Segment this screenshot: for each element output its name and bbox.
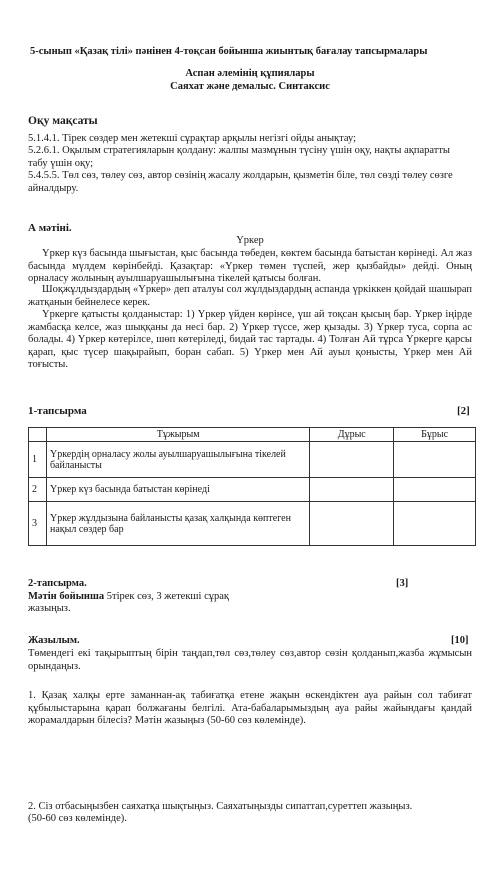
section-title: Саяхат және демалыс. Синтаксис (170, 81, 330, 92)
task2-label: 2-тапсырма. (28, 578, 87, 589)
objective-2: 5.2.6.1. Оқылым стратегияларын қолдану: жалпы мазмұнын түсіну үшін оқу, нақты ақпаратты табу үшін оқу; (28, 145, 450, 169)
worksheet-title: 5-сынып «Қазақ тілі» пәнінен 4-тоқсан бойынша жиынтық бағалау тапсырмалары (30, 46, 428, 57)
table-header-false: Бұрыс (394, 428, 476, 442)
objective-1: 5.1.4.1. Тірек сөздер мен жетекші сұрақтар арқылы негізгі ойды анықтау; (28, 133, 357, 144)
answer-true-cell[interactable] (310, 502, 394, 546)
row-statement: Үркердің орналасу жолы ауылшаруашылығына тікелей байланысты (46, 442, 309, 478)
row-statement: Үркер күз басында батыстан көрінеді (46, 478, 309, 502)
row-number: 1 (29, 442, 47, 478)
task1-table (28, 427, 476, 546)
table-header-statement: Тұжырым (46, 428, 309, 442)
text-a-title: Үркер (236, 235, 264, 246)
objective-3: 5.4.5.5. Төл сөз, төлеу сөз, автор сөзінің жасалу жолдарын, қызметін біле, төл сөзді төлеу сөзге айналдыру. (28, 170, 453, 194)
answer-true-cell[interactable] (310, 478, 394, 502)
answer-false-cell[interactable] (394, 478, 476, 502)
row-number: 2 (29, 478, 47, 502)
answer-false-cell[interactable] (394, 442, 476, 478)
writing-topic-2-length: (50-60 сөз көлемінде). (28, 813, 127, 824)
writing-topic-1: 1. Қазақ халқы ерте заманнан-ақ табиғатқа етене жақын өскендіктен ауа райын сол табиғат құбылыстарына қарап болжағаны белгілі. Ата-бабаларымыздың ауа райы жайындағы қандай жорамалдарын білесіз? Мәтін жазыңыз (50-60 сөз көлемінде). (28, 690, 472, 726)
writing-label: Жазылым. (28, 635, 80, 646)
task2-instruction-line2: жазыңыз. (28, 603, 71, 614)
table-row (29, 478, 476, 502)
row-statement: Үркер жұлдызына байланысты қазақ халқында көптеген нақыл сөздер бар (46, 502, 309, 546)
table-header-cell (29, 428, 47, 442)
writing-score: [10] (451, 635, 469, 646)
task2-score: [3] (396, 578, 409, 589)
text-a-heading: А мәтіні. (28, 222, 72, 234)
writing-topic-2: 2. Сіз отбасыңызбен саяхатқа шықтыңыз. Саяхатыңызды сипаттап,суреттеп жазыңыз. (28, 801, 413, 812)
task2-instruction (28, 591, 328, 604)
table-header-true: Дұрыс (310, 428, 394, 442)
topic-title: Аспан әлемінің құпиялары (185, 68, 315, 79)
table-row (29, 442, 476, 478)
table-row (29, 502, 476, 546)
text-a-paragraph-2: Шоқжұлдыздардың «Үркер» деп аталуы сол жұлдыздардың аспанда үркіккен қойдай шашырап жатқанын бейнелесе керек. (28, 284, 472, 308)
writing-instructions: Төмендегі екі тақырыптың бірін таңдап,төл сөз,төлеу сөз,автор сөзін қолданып,жазба жұмысын орындаңыз. (28, 648, 472, 672)
answer-false-cell[interactable] (394, 502, 476, 546)
task1-label: 1-тапсырма (28, 405, 87, 417)
task1-score: [2] (457, 405, 470, 417)
objectives-heading: Оқу мақсаты (28, 115, 98, 127)
task2-instruction-rest: 5тірек сөз, 3 жетекші сұрақ (104, 591, 229, 602)
row-number: 3 (29, 502, 47, 546)
answer-true-cell[interactable] (310, 442, 394, 478)
table-header-row (29, 428, 476, 442)
text-a-paragraph-1: Үркер күз басында шығыстан, қыс басында төбеден, көктем басында батыстан көрінеді. Ал жаз басында мүлдем көрінбейді. Қазақтар: «Үркер төмен түспей, жер қызбайды» дейді. Оның орналасу жолының ауылшаруашылығына тікелей қатысы болған. (28, 248, 472, 284)
task2-instruction-bold: Мәтін бойынша (28, 591, 105, 602)
text-a-paragraph-3: Үркерге қатысты қолданыстар: 1) Үркер үйден көрінсе, үш ай тоқсан қысың бар. Үркер іңірде жамбасқа келсе, жаз шыққаны да несі бар. 2) Үркер түссе, жер қызады. 3) Үркер туса, сорпа ас болады. 4) Үркер көтерілсе, шөп көтеріледі, бидай тас тартады. 4) Толған Ай тұрса Үркерге қарсы қарап, қыс түсер шақырайып, боран сабап. 5) Үркер мен Ай ауыл қонысты, Үркер мен Ай тоғысты. (28, 309, 472, 370)
